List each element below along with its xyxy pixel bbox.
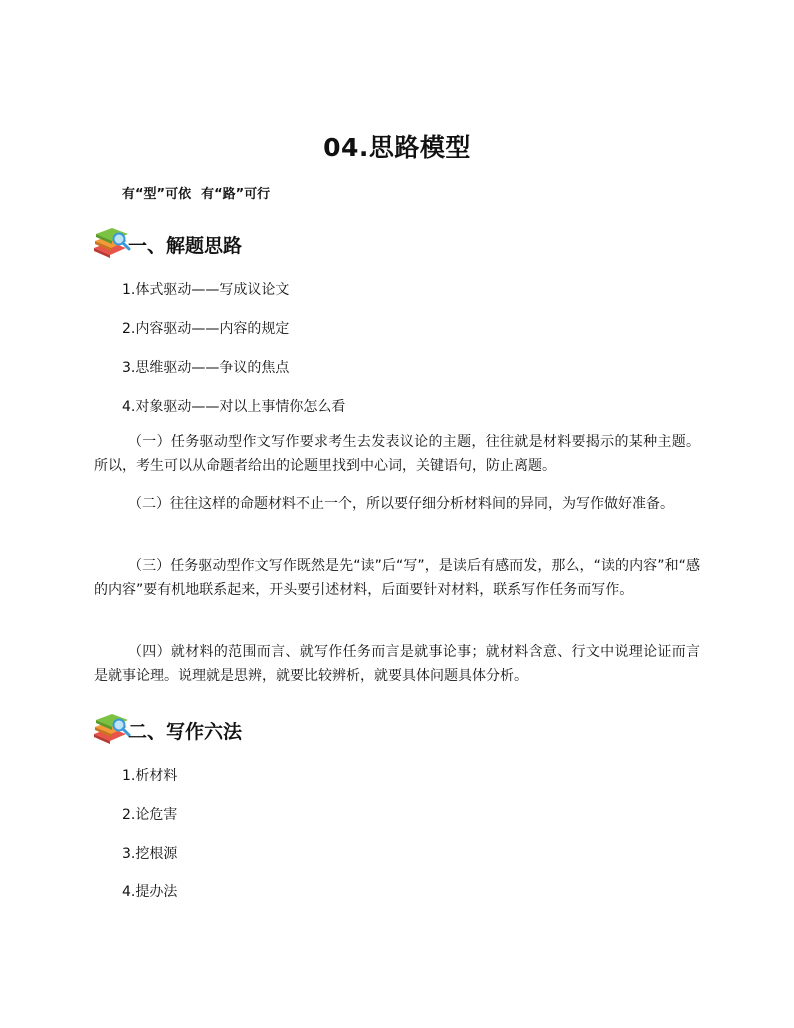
subtitle-part-2: 有“路”可行 [201,187,271,202]
subtitle [122,183,270,202]
list-item: 1.体式驱动——写成议论文 [122,282,290,298]
section-heading-text: 二、写作六法 [128,721,243,743]
paragraph: （三）任务驱动型作文写作既然是先“读”后“写”，是读后有感而发，那么，“读的内容”和“感的内容”要有机地联系起来，开头要引述材料，后面要针对材料，联系写作任务而写作。 [94,558,700,598]
list-item: 3.挖根源 [122,846,178,862]
books-magnifier-icon [92,708,132,746]
list-item: 2.论危害 [122,807,178,823]
list-item: 2.内容驱动——内容的规定 [122,321,290,337]
list-item: 4.对象驱动——对以上事情你怎么看 [122,399,346,415]
paragraph: （一）任务驱动型作文写作要求考生去发表议论的主题，往往就是材料要揭示的某种主题。所以，考生可以从命题者给出的论题里找到中心词，关键语句，防止离题。 [94,434,700,474]
subtitle-part-1: 有“型”可依 [122,187,192,202]
paragraph: （四）就材料的范围而言、就写作任务而言是就事论事；就材料含意、行文中说理论证而言是就事论理。说理就是思辨，就要比较辨析，就要具体问题具体分析。 [94,644,700,684]
list-item: 3.思维驱动——争议的焦点 [122,360,290,376]
page-title: 04.思路模型 [323,133,471,162]
list-item: 1.析材料 [122,768,178,784]
books-magnifier-icon [92,222,132,260]
paragraph: （二）往往这样的命题材料不止一个，所以要仔细分析材料间的异同，为写作做好准备。 [128,496,674,512]
list-item: 4.提办法 [122,884,178,900]
section-heading-text: 一、解题思路 [128,235,243,257]
